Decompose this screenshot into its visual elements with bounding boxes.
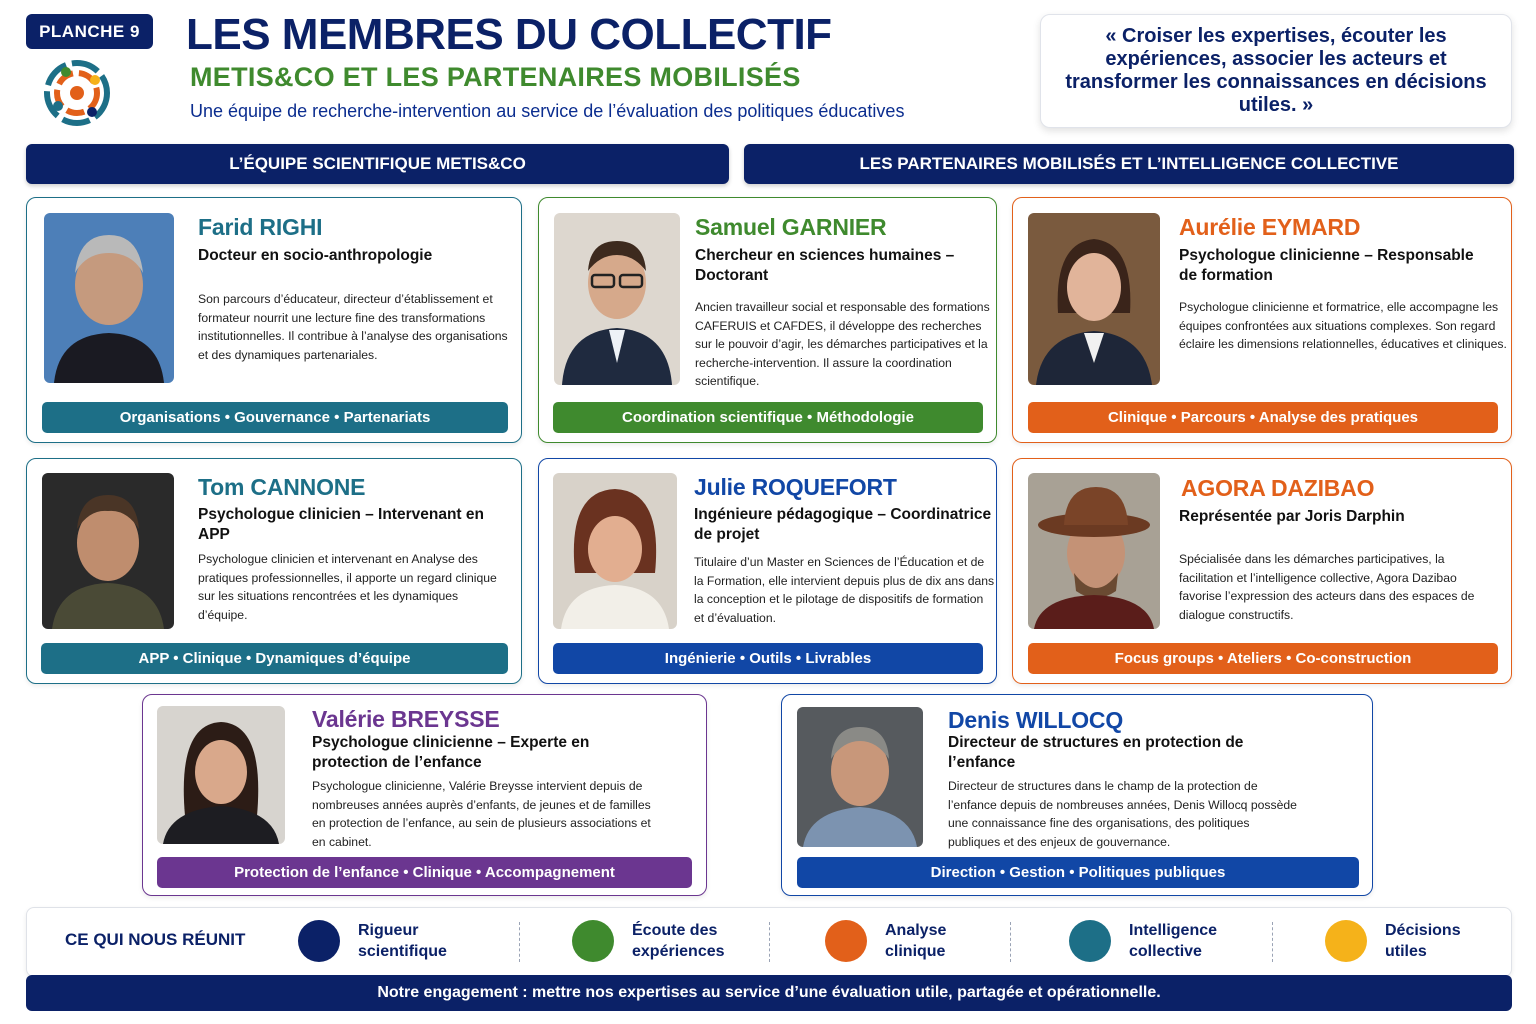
member-photo — [42, 473, 174, 629]
member-photo — [157, 706, 285, 844]
band-partners — [744, 144, 1514, 184]
member-photo — [44, 213, 174, 383]
value-intelligence — [1069, 920, 1239, 962]
value-label: Décisions utiles — [1385, 922, 1461, 960]
member-card-julie-roquefort — [538, 458, 997, 684]
member-role: Docteur en socio-anthropologie — [198, 247, 433, 264]
member-card-farid-righi — [26, 197, 522, 443]
value-dot — [572, 920, 614, 962]
member-photo — [1028, 473, 1160, 629]
value-ecoute — [572, 920, 742, 962]
divider — [1272, 922, 1273, 962]
value-label: Écoute des expériences — [632, 922, 725, 960]
page-tagline: Une équipe de recherche-intervention au service de l’évaluation des politiques éducatives — [190, 101, 905, 121]
member-card-samuel-garnier — [538, 197, 997, 443]
band-scientific-team — [26, 144, 729, 184]
value-dot — [1325, 920, 1367, 962]
value-dot — [298, 920, 340, 962]
member-name: Denis WILLOCQ — [948, 707, 1124, 733]
member-description: Psychologue clinicien et intervenant en Analyse des pratiques professionnelles, il apporte un regard clinique sur les situations rencontrées et les dynamiques d’équipe. — [198, 552, 497, 622]
value-label: Rigueur scientifique — [358, 922, 447, 960]
member-description: Spécialisée dans les démarches participatives, la facilitation et l’intelligence collective, Agora Dazibao favorise l’expression des acteurs dans des espaces de dialogue constructifs. — [1179, 552, 1475, 622]
member-role: Représentée par Joris Darphin — [1179, 508, 1405, 525]
divider — [519, 922, 520, 962]
member-photo — [554, 213, 680, 385]
member-photo — [797, 707, 923, 847]
value-dot — [1069, 920, 1111, 962]
value-analyse — [825, 920, 995, 962]
member-description: Ancien travailleur social et responsable des formations CAFERUIS et CAFDES, il développe des recherches sur le pouvoir d’agir, les démarches participatives et la recherche-intervention. Il assure la coordination scientifique. — [695, 300, 990, 388]
divider — [769, 922, 770, 962]
member-role: Ingénieure pédagogique – Coordinatrice de projet — [694, 506, 992, 543]
quote-box — [1040, 14, 1512, 128]
member-name: Farid RIGHI — [198, 214, 323, 240]
member-name: Samuel GARNIER — [695, 214, 887, 240]
member-name: Julie ROQUEFORT — [694, 474, 897, 500]
band-left-label: L’ÉQUIPE SCIENTIFIQUE METIS&CO — [229, 154, 526, 173]
member-tags: Protection de l’enfance • Clinique • Accompagnement — [157, 857, 692, 888]
shared-values-panel — [26, 907, 1512, 977]
member-tags: Clinique • Parcours • Analyse des pratiques — [1028, 402, 1498, 433]
collective-logo — [42, 58, 112, 128]
value-label: Analyse clinique — [885, 922, 947, 960]
member-tags: Organisations • Gouvernance • Partenariats — [42, 402, 508, 433]
value-label: Intelligence collective — [1129, 922, 1218, 960]
member-role: Psychologue clinicienne – Responsable de formation — [1179, 247, 1474, 284]
member-name: Valérie BREYSSE — [312, 706, 500, 732]
member-role: Psychologue clinicienne – Experte en protection de l’enfance — [312, 734, 590, 771]
member-description: Son parcours d’éducateur, directeur d’établissement et formateur nourrit une lecture fine des transformations institutionnelles. Il contribue à l’analyse des organisations et des dynamiques partenariales. — [198, 292, 508, 362]
member-role: Psychologue clinicien – Intervenant en APP — [198, 506, 484, 543]
member-card-aurelie-eymard — [1012, 197, 1512, 443]
page-subtitle: METIS&CO ET LES PARTENAIRES MOBILISÉS — [190, 62, 801, 92]
member-card-tom-cannone — [26, 458, 522, 684]
value-decisions — [1325, 920, 1495, 962]
member-description: Titulaire d’un Master en Sciences de l’Éducation et de la Formation, elle intervient depuis plus de dix ans dans la conception et le pilotage de dispositifs de formation et d’évaluation. — [694, 555, 995, 625]
member-card-agora-dazibao — [1012, 458, 1512, 684]
member-tags: Ingénierie • Outils • Livrables — [553, 643, 983, 674]
member-card-denis-willocq — [781, 694, 1373, 896]
shared-values-title: CE QUI NOUS RÉUNIT — [65, 930, 246, 949]
engagement-banner — [26, 975, 1512, 1011]
band-right-label: LES PARTENAIRES MOBILISÉS ET L’INTELLIGENCE COLLECTIVE — [859, 154, 1399, 173]
divider — [1010, 922, 1011, 962]
page-title: LES MEMBRES DU COLLECTIF — [186, 10, 832, 59]
member-photo — [553, 473, 677, 629]
member-description: Directeur de structures dans le champ de la protection de l’enfance depuis de nombreuses années, Denis Willocq possède une connaissance fine des organisations, des politiques publiques et des enjeux de gouvernance. — [948, 779, 1297, 849]
member-name: Tom CANNONE — [198, 474, 366, 500]
quote-text: « Croiser les expertises, écouter les expériences, associer les acteurs et transformer les connaissances en décisions utiles. » — [1065, 25, 1487, 116]
member-name: Aurélie EYMARD — [1179, 214, 1361, 240]
member-name: AGORA DAZIBAO — [1181, 475, 1375, 501]
value-dot — [825, 920, 867, 962]
member-description: Psychologue clinicienne, Valérie Breysse intervient depuis de nombreuses années auprès d’enfants, de jeunes et de familles en protection de l’enfance, au sein de plusieurs associations et en cabinet. — [312, 779, 651, 849]
engagement-text: Notre engagement : mettre nos expertises au service d’une évaluation utile, partagée et opérationnelle. — [377, 984, 1161, 1001]
member-role: Chercheur en sciences humaines – Doctorant — [695, 247, 955, 284]
member-role: Directeur de structures en protection de l’enfance — [948, 734, 1244, 771]
value-rigueur — [298, 920, 468, 962]
member-tags: Direction • Gestion • Politiques publiques — [797, 857, 1359, 888]
planche-label: PLANCHE 9 — [39, 21, 140, 41]
member-photo — [1028, 213, 1160, 385]
member-tags: Focus groups • Ateliers • Co-construction — [1028, 643, 1498, 674]
member-tags: APP • Clinique • Dynamiques d’équipe — [41, 643, 508, 674]
member-card-valerie-breysse — [142, 694, 707, 896]
member-description: Psychologue clinicienne et formatrice, elle accompagne les équipes confrontées aux situations complexes. Son regard éclaire les dimensions relationnelles, éducatives et cliniques. — [1179, 300, 1507, 351]
planche-badge — [26, 14, 153, 49]
member-tags: Coordination scientifique • Méthodologie — [553, 402, 983, 433]
